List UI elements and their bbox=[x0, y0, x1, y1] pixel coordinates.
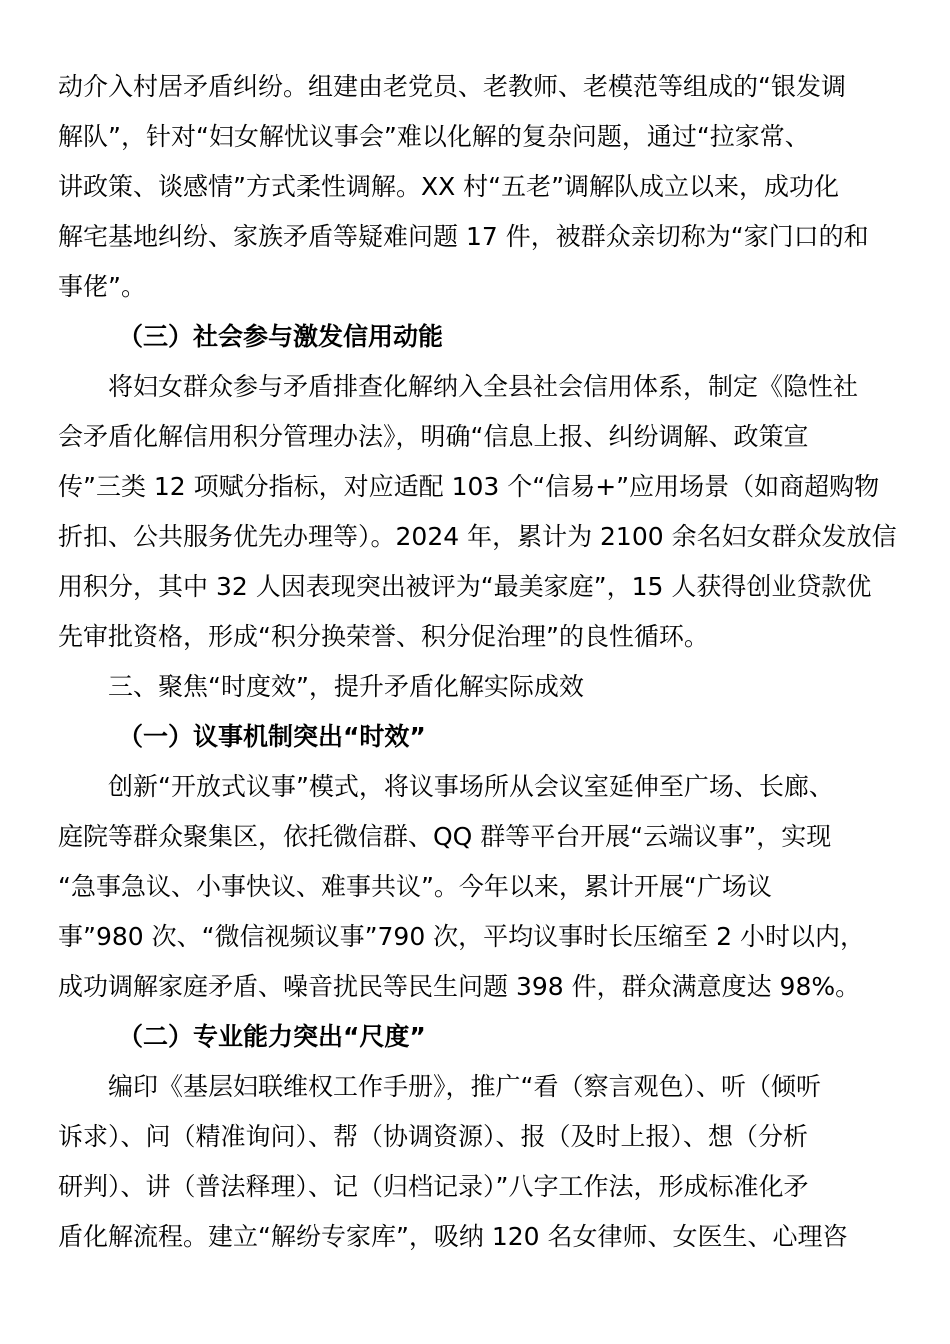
paragraph-line: 将妇女群众参与矛盾排查化解纳入全县社会信用体系，制定《隐性社 bbox=[108, 372, 859, 401]
paragraph-line: 先审批资格，形成“积分换荣誉、积分促治理”的良性循环。 bbox=[58, 622, 709, 651]
paragraph-line: 动介入村居矛盾纠纷。组建由老党员、老教师、老模范等组成的“银发调 bbox=[58, 72, 846, 101]
section-heading: （二）专业能力突出“尺度” bbox=[118, 1022, 426, 1051]
paragraph-line: 事”980 次、“微信视频议事”790 次，平均议事时长压缩至 2 小时以内， bbox=[58, 922, 865, 951]
paragraph-line: 解宅基地纠纷、家族矛盾等疑难问题 17 件，被群众亲切称为“家门口的和 bbox=[58, 222, 869, 251]
paragraph-line: 会矛盾化解信用积分管理办法》，明确“信息上报、纠纷调解、政策宣 bbox=[58, 422, 809, 451]
paragraph-line: 解队”，针对“妇女解忧议事会”难以化解的复杂问题，通过“拉家常、 bbox=[58, 122, 810, 151]
paragraph-line: 诉求）、问（精准询问）、帮（协调资源）、报（及时上报）、想（分析 bbox=[58, 1122, 809, 1151]
paragraph-line: 庭院等群众聚集区，依托微信群、QQ 群等平台开展“云端议事”，实现 bbox=[58, 822, 832, 851]
paragraph-line: “急事急议、小事快议、难事共议”。今年以来，累计开展“广场议 bbox=[58, 872, 772, 901]
section-heading: （三）社会参与激发信用动能 bbox=[118, 322, 444, 351]
paragraph-line: 研判）、讲（普法释理）、记（归档记录）”八字工作法，形成标准化矛 bbox=[58, 1172, 809, 1201]
paragraph-line: 盾化解流程。建立“解纷专家库”，吸纳 120 名女律师、女医生、心理咨 bbox=[58, 1222, 848, 1251]
paragraph-line: 折扣、公共服务优先办理等）。2024 年，累计为 2100 余名妇女群众发放信 bbox=[58, 522, 897, 551]
paragraph-line: 传”三类 12 项赋分指标，对应适配 103 个“信易+”应用场景（如商超购物 bbox=[58, 472, 880, 501]
paragraph-line: 讲政策、谈感情”方式柔性调解。XX 村“五老”调解队成立以来，成功化 bbox=[58, 172, 840, 201]
paragraph-line: 用积分，其中 32 人因表现突出被评为“最美家庭”，15 人获得创业贷款优 bbox=[58, 572, 872, 601]
paragraph-line: 成功调解家庭矛盾、噪音扰民等民生问题 398 件，群众满意度达 98%。 bbox=[58, 972, 861, 1001]
section-heading: （一）议事机制突出“时效” bbox=[118, 722, 426, 751]
paragraph-line: 创新“开放式议事”模式，将议事场所从会议室延伸至广场、长廊、 bbox=[108, 772, 834, 801]
paragraph-line: 事佬”。 bbox=[58, 272, 146, 301]
chapter-heading: 三、聚焦“时度效”，提升矛盾化解实际成效 bbox=[108, 672, 584, 701]
paragraph-line: 编印《基层妇联维权工作手册》，推广“看（察言观色）、听（倾听 bbox=[108, 1072, 821, 1101]
